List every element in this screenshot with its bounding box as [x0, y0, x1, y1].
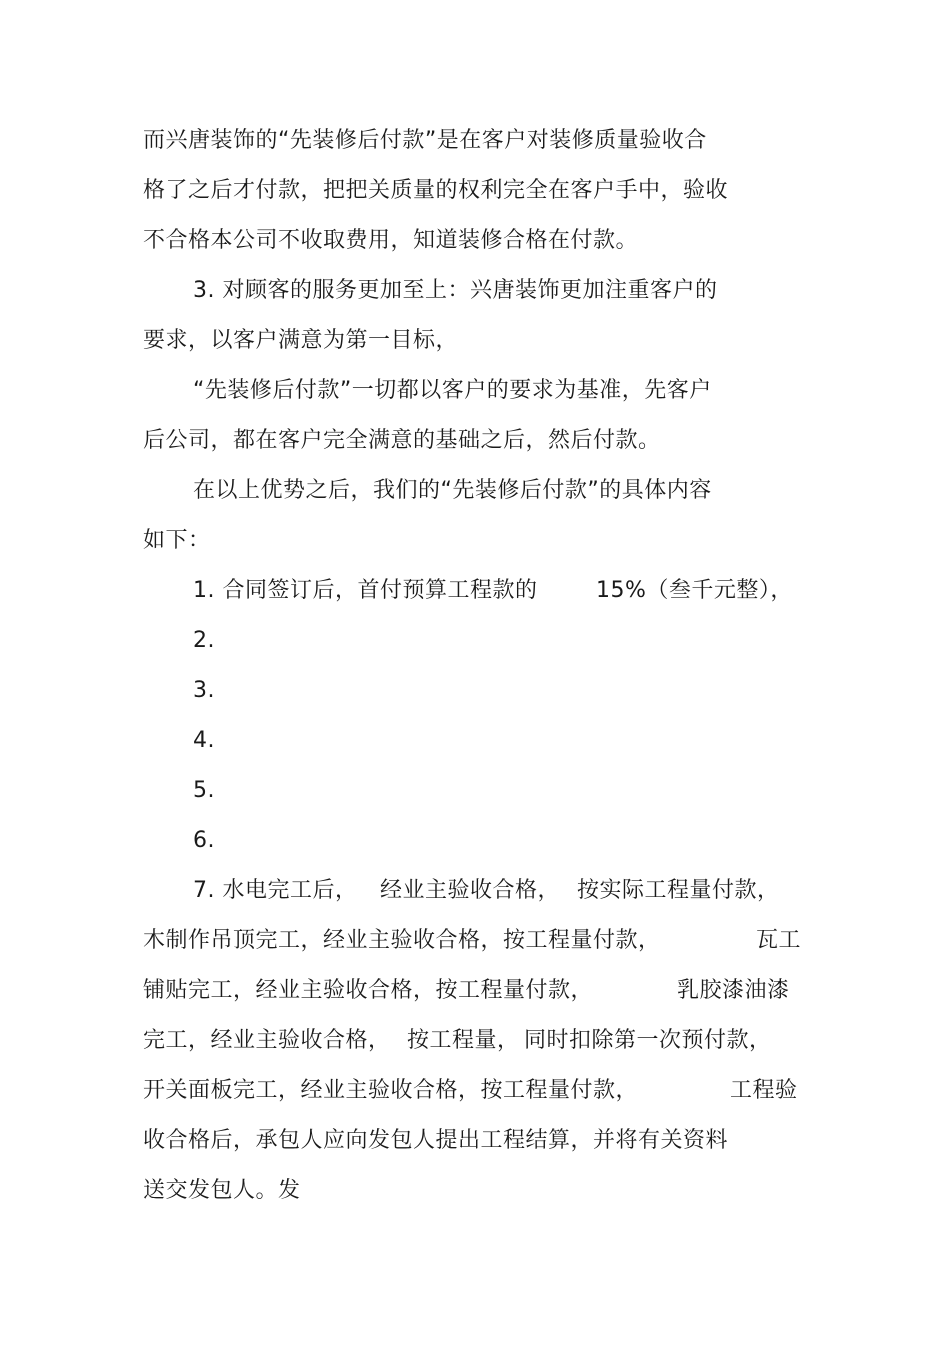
list-item-7-line-5 [143, 1077, 813, 1105]
list-item-4: 4. [193, 728, 215, 753]
paragraph-line-1: 而兴唐装饰的“先装修后付款”是在客户对装修质量验收合 [143, 128, 707, 153]
list-item-7-seg-1: 7. 水电完工后， [193, 878, 358, 903]
list-item-7-seg-3: 按实际工程量付款， [577, 878, 780, 903]
list-item-3: 3. [193, 678, 215, 703]
list-item-1-amount: 15%（叁千元整）， [596, 578, 793, 603]
list-item-7-line-5-tail: 工程验 [730, 1078, 798, 1103]
list-item-7-line-3-main: 铺贴完工，经业主验收合格，按工程量付款， [143, 978, 594, 1003]
list-item-7-line-3-tail: 乳胶漆油漆 [677, 978, 790, 1003]
list-item-7-line-4-seg-1: 完工，经业主验收合格， [143, 1028, 391, 1053]
list-item-7-line-4-seg-2: 按工程量， [407, 1028, 520, 1053]
list-item-7-line-1 [193, 877, 813, 905]
paragraph-line-7: 后公司，都在客户完全满意的基础之后，然后付款。 [143, 428, 661, 453]
list-item-7-line-2-tail: 瓦工 [756, 928, 802, 953]
list-item-7-line-2-main: 木制作吊顶完工，经业主验收合格，按工程量付款， [143, 928, 661, 953]
list-item-6: 6. [193, 828, 215, 853]
paragraph-line-3: 不合格本公司不收取费用，知道装修合格在付款。 [143, 228, 639, 253]
list-item-7-seg-2: 经业主验收合格， [380, 878, 561, 903]
item-3-line-1: 3. 对顾客的服务更加至上：兴唐装饰更加注重客户的 [193, 278, 718, 303]
paragraph-line-8: 在以上优势之后，我们的“先装修后付款”的具体内容 [193, 478, 712, 503]
list-item-7-line-4-seg-3: 同时扣除第一次预付款， [524, 1028, 772, 1053]
list-item-1-text: 1. 合同签订后，首付预算工程款的 [193, 578, 538, 603]
paragraph-line-6: “先装修后付款”一切都以客户的要求为基准，先客户 [193, 378, 712, 403]
list-item-2: 2. [193, 628, 215, 653]
paragraph-line-2: 格了之后才付款，把把关质量的权利完全在客户手中，验收 [143, 178, 729, 203]
item-3-line-2: 要求，以客户满意为第一目标， [143, 328, 459, 353]
list-item-7-line-7: 送交发包人。发 [143, 1178, 301, 1203]
list-item-7-line-6: 收合格后，承包人应向发包人提出工程结算，并将有关资料 [143, 1128, 729, 1153]
list-item-5: 5. [193, 778, 215, 803]
list-item-7-line-2 [143, 927, 813, 955]
list-item-7-line-3 [143, 977, 813, 1005]
paragraph-line-9: 如下： [143, 528, 211, 553]
list-item-1 [193, 577, 793, 605]
list-item-7-line-5-main: 开关面板完工，经业主验收合格，按工程量付款， [143, 1078, 639, 1103]
list-item-7-line-4 [143, 1027, 813, 1055]
